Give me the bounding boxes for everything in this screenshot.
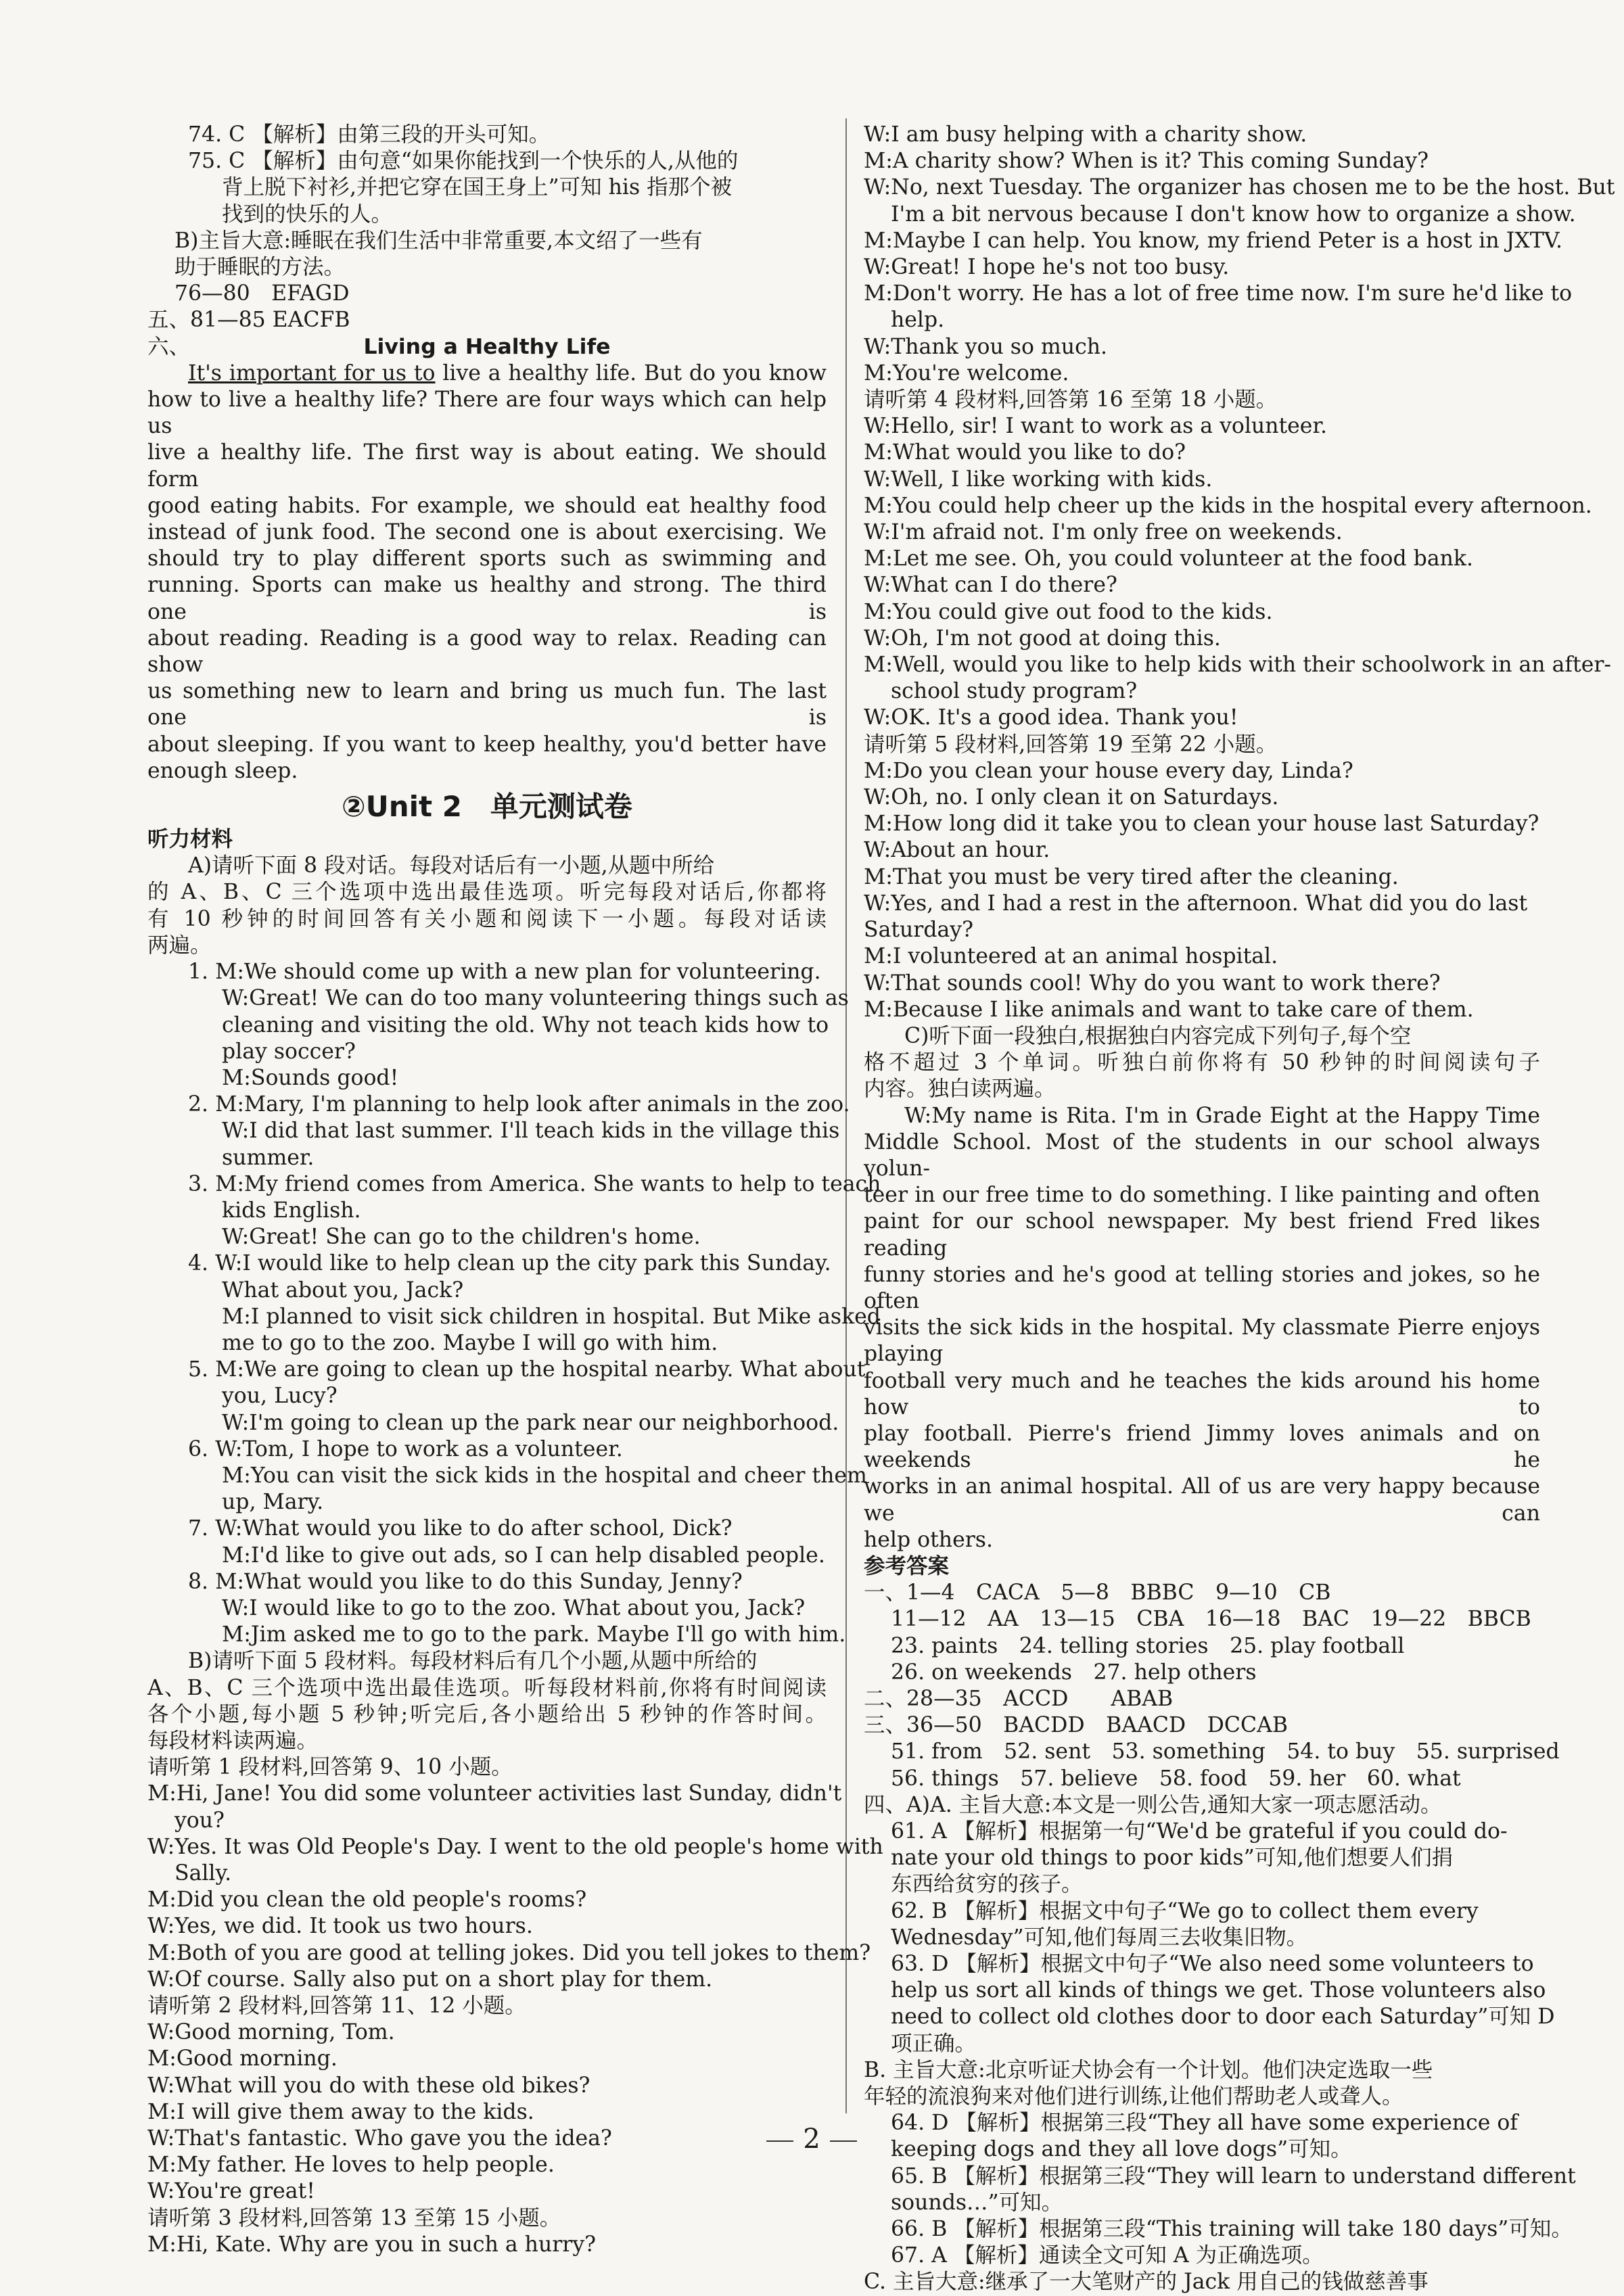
monologue-line: help others. [864,1527,993,1552]
dialogue-line: 6. W:Tom, I hope to work as a volunteer. [188,1436,623,1461]
answer-line: 背上脱下衬衫,并把它穿在国王身上”可知 his 指那个被 [222,175,733,200]
dialogue-line: W:Oh, no. I only clean it on Saturdays. [864,785,1279,810]
material-line: W:You're great! [147,2179,315,2204]
dialogue-line: W:Yes, and I had a rest in the afternoon. What did you do last [864,891,1528,916]
material-line: W:Yes, we did. It took us two hours. [147,1914,533,1939]
right-dialogues [864,122,1615,1023]
section-a-dialogues [147,959,881,1648]
monologue-line: visits the sick kids in the hospital. My classmate Pierre enjoys playing [864,1315,1540,1367]
answer-line: sounds…”可知。 [891,2190,1063,2215]
dialogue-line: M:Because I like animals and want to take care of them. [864,997,1474,1022]
essay-line: running. Sports can make us healthy and strong. The third one is [147,573,827,624]
answer-line: 年轻的流浪狗来对他们进行训练,让他们帮助老人或聋人。 [864,2084,1403,2109]
material-line: you? [175,1808,225,1833]
dialogue-line: you, Lucy? [222,1384,338,1409]
answer-line: 26. on weekends 27. help others [891,1660,1257,1685]
dialogue-line: W:That sounds cool! Why do you want to work there? [864,970,1441,995]
dialogue-line: help. [891,308,945,333]
essay-section-label: 六、 [147,334,191,359]
material-line: 请听第 2 段材料,回答第 11、12 小题。 [147,1994,526,2019]
listening-heading: 听力材料 [147,827,233,852]
dialogue-line: W:Oh, I'm not good at doing this. [864,626,1221,651]
material-line: W:Good morning, Tom. [147,2020,395,2045]
answer-line: C. 主旨大意:继承了一大笔财产的 Jack 用自己的钱做慈善事 [864,2270,1429,2295]
dialogue-line: W:What can I do there? [864,573,1117,598]
answer-line: 二、28—35 ACCD ABAB [864,1686,1174,1711]
essay-underlined-phrase: It's important for us to [188,360,436,385]
section-b-materials [147,1754,883,2258]
essay-heading [147,334,827,360]
essay-line: should try to play different sports such as swimming and [147,546,827,571]
essay-line: about sleeping. If you want to keep healthy, you'd better have [147,732,827,757]
answer-line: 五、81—85 EACFB [147,308,350,333]
answers-heading: 参考答案 [864,1553,950,1578]
essay-first-line-rest: live a healthy life. But do you know [435,360,827,385]
section-b-instructions [147,1648,827,1754]
answer-line: 74. C 【解析】由第三段的开头可知。 [188,122,551,147]
right-column [864,122,1615,2296]
answer-line: 63. D 【解析】根据文中句子“We also need some volunteers to [891,1952,1534,1977]
dialogue-line: M:I volunteered at an animal hospital. [864,944,1278,969]
dialogue-line: W:Hello, sir! I want to work as a volunteer. [864,414,1328,439]
dialogue-line: M:How long did it take you to clean your house last Saturday? [864,812,1539,837]
essay-line: how to live a healthy life? There are four ways which can help us [147,388,827,439]
answer-line: 23. paints 24. telling stories 25. play football [891,1633,1405,1658]
dialogue-line: W:I'm afraid not. I'm only free on weekends. [864,520,1343,545]
instruction-line: 各个小题,每小题 5 秒钟;听完后,各小题给出 5 秒钟的作答时间。 [147,1702,827,1727]
section-c-instructions [864,1023,1540,1103]
dialogue-line: 2. M:Mary, I'm planning to help look after animals in the zoo. [188,1092,850,1117]
dialogue-line: W:OK. It's a good idea. Thank you! [864,705,1238,730]
essay-line: enough sleep. [147,758,298,783]
material-line: M:Good morning. [147,2046,338,2071]
dialogue-line: M:Don't worry. He has a lot of free time now. I'm sure he'd like to [864,281,1573,306]
dialogue-line: M:A charity show? When is it? This coming Sunday? [864,149,1429,174]
answer-line: 项正确。 [891,2031,977,2056]
monologue-line: funny stories and he's good at telling stories and jokes, so he often [864,1262,1540,1313]
material-line: M:Did you clean the old people's rooms? [147,1888,587,1913]
dialogue-line: school study program? [891,679,1138,704]
answer-line: 56. things 57. believe 58. food 59. her 60. what [891,1766,1461,1791]
dialogue-line: I'm a bit nervous because I don't know how to organize a show. [891,202,1576,227]
answer-line: 三、36—50 BACDD BAACD DCCAB [864,1713,1289,1738]
material-line: W:What will you do with these old bikes? [147,2073,590,2098]
instruction-line: 每段材料读两遍。 [147,1728,319,1753]
dialogue-line: W:Great! She can go to the children's home. [222,1225,701,1250]
dialogue-line: W:I would like to go to the zoo. What about you, Jack? [222,1595,806,1620]
answer-line: 66. B 【解析】根据第三段“This training will take 180 days”可知。 [891,2217,1573,2242]
dialogue-line: W:I am busy helping with a charity show. [864,122,1307,147]
monologue-line: W:My name is Rita. I'm in Grade Eight at the Happy Time [904,1103,1540,1128]
left-column [147,122,883,2258]
dialogue-line: M:That you must be very tired after the cleaning. [864,864,1399,889]
answer-line: help us sort all kinds of things we get. Those volunteers also [891,1978,1546,2003]
dialogue-line: M:I planned to visit sick children in hospital. But Mike asked [222,1304,881,1329]
dialogue-line: summer. [222,1145,315,1170]
dialogue-line: W:Great! I hope he's not too busy. [864,255,1230,280]
essay-line: about reading. Reading is a good way to relax. Reading can show [147,626,827,678]
unit-title: ②Unit 2 单元测试卷 [342,790,632,824]
dialogue-line: 请听第 4 段材料,回答第 16 至第 18 小题。 [864,388,1278,413]
dialogue-line: W:About an hour. [864,838,1050,863]
dialogue-line: 请听第 5 段材料,回答第 19 至第 22 小题。 [864,732,1278,757]
answer-line: 东西给贫穷的孩子。 [891,1872,1083,1897]
instruction-line: A、B、C 三个选项中选出最佳选项。听每段材料前,你将有时间阅读 [147,1675,827,1700]
dialogue-line: M:You can visit the sick kids in the hospital and cheer them [222,1463,867,1488]
dialogue-line: play soccer? [222,1039,356,1064]
dialogue-line: 4. W:I would like to help clean up the city park this Sunday. [188,1251,831,1276]
answer-line: keeping dogs and they all love dogs”可知。 [891,2137,1352,2162]
dialogue-line: M:Let me see. Oh, you could volunteer at the food bank. [864,546,1474,571]
answer-line: nate your old things to poor kids”可知,他们想要人们捐 [891,1846,1454,1871]
instruction-line: B)请听下面 5 段材料。每段材料后有几个小题,从题中所给的 [188,1649,758,1674]
material-line: M:Both of you are good at telling jokes. Did you tell jokes to them? [147,1940,871,1965]
answer-line: 67. A 【解析】通读全文可知 A 为正确选项。 [891,2243,1324,2268]
answer-line: 11—12 AA 13—15 CBA 16—18 BAC 19—22 BBCB [891,1607,1531,1632]
answer-line: need to collect old clothes door to door each Saturday”可知 D [891,2005,1555,2030]
material-line: M:My father. He loves to help people. [147,2153,555,2178]
dialogue-line: What about you, Jack? [222,1278,464,1303]
section-a-instructions [147,853,827,959]
dialogue-line: M:You could help cheer up the kids in the hospital every afternoon. [864,493,1592,518]
essay-body [147,387,827,784]
dialogue-line: 8. M:What would you like to do this Sunday, Jenny? [188,1569,743,1594]
answer-line: 65. B 【解析】根据第三段“They will learn to understand different [891,2163,1576,2188]
dialogue-line: W:I'm going to clean up the park near our neighborhood. [222,1410,839,1435]
material-line: 请听第 1 段材料,回答第 9、10 小题。 [147,1755,513,1780]
dialogue-line: M:You could give out food to the kids. [864,599,1273,624]
dialogue-line: M:Sounds good! [222,1065,399,1090]
dialogue-line: W:No, next Tuesday. The organizer has chosen me to be the host. But [864,175,1615,200]
dialogue-line: 3. M:My friend comes from America. She wants to help to teach [188,1171,881,1196]
instruction-line: C)听下面一段独白,根据独白内容完成下列句子,每个空 [904,1023,1412,1048]
essay-line: instead of junk food. The second one is about exercising. We [147,520,827,545]
instruction-line: A)请听下面 8 段对话。每段对话后有一小题,从题中所给 [188,853,715,878]
material-line: M:Hi, Jane! You did some volunteer activities last Sunday, didn't [147,1781,842,1806]
monologue-line: play football. Pierre's friend Jimmy loves animals and on weekends he [864,1421,1540,1473]
answer-line: B)主旨大意:睡眠在我们生活中非常重要,本文绍了一些有 [175,228,703,253]
answer-key [864,1580,1576,2295]
answer-line: 76—80 EFAGD [175,281,350,306]
dialogue-line: M:Do you clean your house every day, Linda? [864,758,1353,783]
monologue-line: football very much and he teaches the kids around his home how to [864,1368,1540,1420]
instruction-line: 的 A、B、C 三个选项中选出最佳选项。听完每段对话后,你都将 [147,880,827,905]
material-line: M:I will give them away to the kids. [147,2099,534,2124]
instruction-line: 格不超过 3 个单词。听独白前你将有 50 秒钟的时间阅读句子 [864,1050,1540,1075]
left-top-answers [147,122,827,334]
dialogue-line: cleaning and visiting the old. Why not teach kids how to [222,1012,829,1037]
dialogue-line: kids English. [222,1198,361,1223]
material-line: Sally. [175,1861,232,1885]
instruction-line: 内容。独白读两遍。 [864,1077,1056,1102]
dialogue-line: W:Well, I like working with kids. [864,467,1213,492]
monologue-line: Middle School. Most of the students in our school always volun- [864,1129,1540,1181]
essay-title: Living a Healthy Life [363,334,611,359]
dialogue-line: W:I did that last summer. I'll teach kids in the village this [222,1119,840,1144]
answer-line: 62. B 【解析】根据文中句子“We go to collect them every [891,1898,1479,1923]
answer-line: 找到的快乐的人。 [222,202,393,227]
monologue [864,1103,1540,1553]
essay-line: good eating habits. For example, we should eat healthy food [147,493,827,518]
dialogue-line: up, Mary. [222,1490,324,1515]
dialogue-line: 7. W:What would you like to do after school, Dick? [188,1516,733,1541]
material-line: W:Yes. It was Old People's Day. I went to the old people's home with [147,1834,883,1859]
material-line: W:Of course. Sally also put on a short play for them. [147,1967,713,1992]
dialogue-line: Saturday? [864,918,973,943]
instruction-line: 两遍。 [147,933,212,958]
page-number: 2 [744,2124,879,2155]
dialogue-line: M:Maybe I can help. You know, my friend Peter is a host in JXTV. [864,228,1562,253]
material-line: M:Hi, Kate. Why are you in such a hurry? [147,2232,597,2257]
dialogue-line: 5. M:We are going to clean up the hospital nearby. What about [188,1357,866,1382]
essay-line: us something new to learn and bring us much fun. The last one is [147,679,827,730]
material-line: 请听第 3 段材料,回答第 13 至第 15 小题。 [147,2205,561,2230]
answer-line: Wednesday”可知,他们每周三去收集旧物。 [891,1925,1308,1950]
dialogue-line: me to go to the zoo. Maybe I will go with him. [222,1330,718,1355]
dialogue-line: M:Well, would you like to help kids with their schoolwork in an after- [864,653,1612,678]
instruction-line: 有 10 秒钟的时间回答有关小题和阅读下一小题。每段对话读 [147,906,827,931]
monologue-line: teer in our free time to do something. I like painting and often [864,1183,1540,1208]
answer-line: 75. C 【解析】由句意“如果你能找到一个快乐的人,从他的 [188,149,739,174]
dialogue-line: W:Great! We can do too many volunteering things such as [222,986,849,1011]
material-line: W:That's fantastic. Who gave you the idea? [147,2126,612,2151]
dialogue-line: M:I'd like to give out ads, so I can help disabled people. [222,1543,825,1568]
answer-line: 助于睡眠的方法。 [175,255,346,280]
answer-line: 51. from 52. sent 53. something 54. to buy 55. surprised [891,1739,1560,1764]
monologue-line: works in an animal hospital. All of us are very happy because we can [864,1474,1540,1526]
dialogue-line: M:You're welcome. [864,360,1069,385]
essay-line: live a healthy life. The first way is about eating. We should form [147,440,827,492]
answer-line: 64. D 【解析】根据第三段“They all have some experience of [891,2111,1518,2136]
answer-line: B. 主旨大意:北京听证犬协会有一个计划。他们决定选取一些 [864,2057,1433,2082]
monologue-line: paint for our school newspaper. My best friend Fred likes reading [864,1209,1540,1261]
answer-line: 一、1—4 CACA 5—8 BBBC 9—10 CB [864,1580,1331,1606]
dialogue-line: M:What would you like to do? [864,440,1186,465]
dialogue-line: W:Thank you so much. [864,334,1108,359]
answer-line: 四、A)A. 主旨大意:本文是一则公告,通知大家一项志愿活动。 [864,1792,1442,1817]
essay-first-line [147,360,827,387]
dialogue-line: M:Jim asked me to go to the park. Maybe I'll go with him. [222,1622,846,1647]
dialogue-line: 1. M:We should come up with a new plan for volunteering. [188,960,821,985]
answer-line: 61. A 【解析】根据第一句“We'd be grateful if you could do- [891,1819,1508,1844]
